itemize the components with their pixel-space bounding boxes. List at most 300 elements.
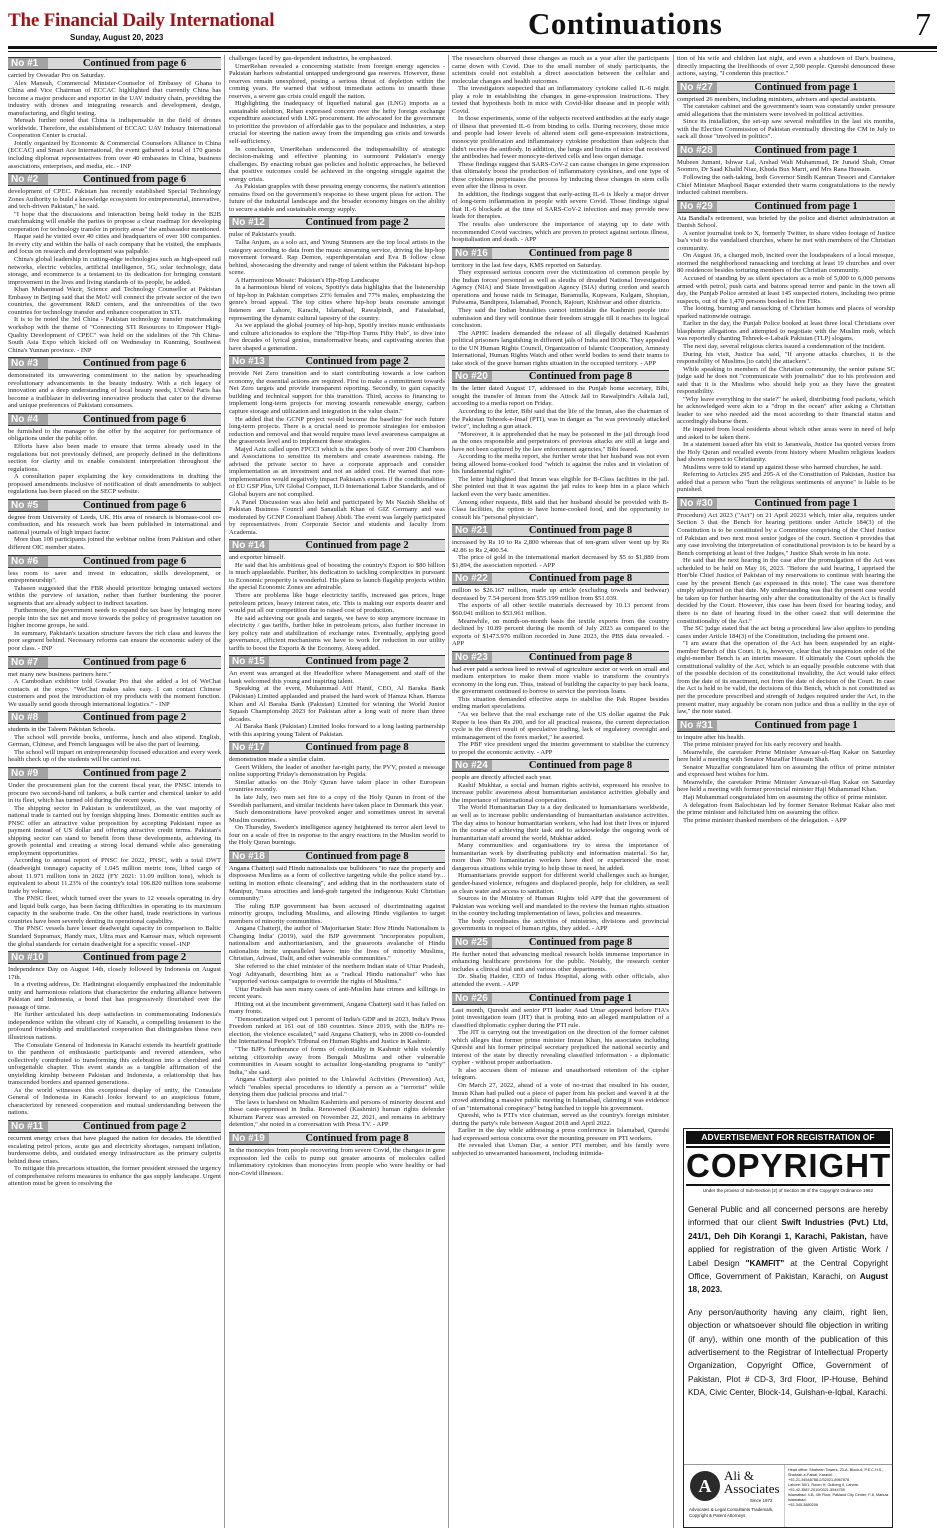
story-paragraph: China's global leadership in cutting-edge technologies such as high-speed rail networks, electric vehicles, artificial intelligence, 5G, solar technology, data storage, and ecommerce is a testament to its dedication for bringing constant improvement in the lives and living standards of its people, he added.	[8, 256, 221, 286]
continued-story	[452, 936, 669, 989]
story-header	[8, 1120, 221, 1133]
story-body	[229, 670, 445, 738]
office-line: +92-340-3880206	[788, 1503, 819, 1507]
story-paragraph: Jointly organized by Economic & Commercial Counselors Alliance in China (ECCAC) and Smart Ace International, the event gathered a total of 170 guests including diplomat representatives from over 40 embassies in China, business associations, enterprises, and media, etc. - INP	[8, 139, 221, 170]
story-paragraph: Earlier in the day while addressing a press conference in Islamabad, Qureshi had expressed serious concerns over the mounting pressure on PTI workers.	[452, 1127, 669, 1142]
continued-from-label: Continued from page 2	[82, 952, 187, 964]
story-paragraph: Alex Mansuh, Commercial Minister-Counselor of Embassy of Ghana to China and Vice Chairman of ECCAC highlighted that currently China has become a major producer and exporter in the UAV industry chain, providing the industry with drones and integrating research and development, design, manufacturing, and flight testing.	[8, 79, 221, 117]
story-paragraph: The laws is harshest on Muslim Kashmiris and persons of minority descent and those caste-oppressed in India. Renowned (Kashmiri) human rights defender Khurram Parvez was arrested on November 22, 2021, and remains in arbitrary detention," she noted in a conversation with Press TV. - APP	[229, 1098, 445, 1129]
continued-from-label: Continued from page 1	[754, 719, 858, 731]
continued-story	[677, 55, 895, 78]
story-number: No #4	[8, 414, 48, 425]
continued-story	[8, 951, 221, 1117]
column-divider	[448, 55, 449, 1528]
continued-from-label: Continued from page 8	[305, 1133, 409, 1144]
story-paragraph: "I hope that the discussions and interaction being held today in the B2B matchmaking will enable the parties to propose a clear roadmap for developing cooperation for technology transfer in priority areas" the ambassador mentioned.	[8, 210, 221, 233]
story-number: No #24	[452, 760, 492, 771]
story-paragraph: The caretaker cabinet and the government's team was constantly under pressure amid allegations that the ministers were involved in political activities.	[677, 103, 895, 118]
story-paragraph: Angana Chatterji said Hindu nationalists use bulldozers "to raze the property and dispossess Muslims as a form of collective targeting while the police stand by... setting in motion ethnic cleansing", and adding that in the northeastern state of Manipur, "mass atrocities and land-grab targeted the indigenous Kuki Christian community."	[229, 864, 445, 903]
story-paragraph: He said that the next hearing in the case after the promulgation of the Act was scheduled to be held on May 16, 2023. "Before the said hearing, I apprised the Hon'ble Chief Justice of Pakistan of my reservations to continue with hearing the case by the present Bench (as expressed in this note). The case was therefore simply adjourned on that date. My understanding was that the present case would be taken up for further hearing only after the constitutionality of the Act is finally decided by the Court. However, this case has been fixed for hearing today, and there is no date of hearing fixed in the other case2 that will determine the constitutionality of the Act."	[677, 557, 895, 625]
continued-from-label: Continued from page 2	[305, 656, 409, 668]
story-paragraph: challenges faced by gas-dependent industries, he emphasized.	[229, 55, 392, 62]
story-body	[452, 385, 669, 521]
continued-story	[677, 81, 895, 141]
story-paragraph: territory in the last few days, KMS reported on Saturday.	[452, 261, 602, 269]
ali-associates-logo	[684, 1465, 784, 1527]
continued-from-label: Continued from page 6	[82, 358, 187, 370]
story-paragraph: Many communities and organisations try to stress the importance of humanitarian work by distributing publicity and information material. So far, more than 700 humanitarian workers have died or experienced the most dangerous situations while trying to help those in need, he added.	[452, 842, 669, 872]
continued-story	[452, 524, 669, 569]
story-number: No #19	[229, 1133, 269, 1144]
story-header	[229, 539, 445, 552]
story-paragraph: In a riveting address, Dr. Hadiningrat eloquently emphasized the indomitable unity and harmonious relations that characterize the enduring alliance between Pakistan and Indonesia, a bond that has progressively flourished over the passage of time.	[8, 981, 221, 1011]
continued-from-label: Continued from page 1	[528, 992, 633, 1004]
story-paragraph: Under the procurement plan for the current fiscal year, the PNSC intends to procure two second-hand oil tankers, a bulk carrier and chemical tanker to add in its fleet, which has turned old during the recent years.	[8, 782, 221, 805]
story-paragraph: He added that the GCNP project would become the baseline for such future long-term projects. There is a crucial need to promote strategies for emission reduction and removal and that would require mass level awareness campaigns at the grassroots level and to implement these strategies.	[229, 415, 445, 446]
story-number: No #9	[8, 768, 48, 779]
story-paragraph: Accused of standing by as silent spectators as a mob of 5,000 to 6,000 persons armed with petrol, push carts and batons spread terror and panic in the town all day, the Punjab Police arrested at least 145 suspected rioters, including two prime suspects, out of the 1,470 persons booked in five FIRs.	[677, 275, 895, 305]
story-number: No #5	[8, 500, 48, 511]
story-body	[229, 55, 445, 213]
continued-from-label: Continued from page 6	[82, 174, 187, 186]
story-body	[8, 372, 221, 410]
continued-from-label: Continued from page 8	[305, 742, 409, 754]
continued-story	[8, 656, 221, 709]
story-paragraph: There are problems like huge electricity tariffs, increased gas prices, huge petroleum prices, heavy interest rates, etc. This is making our exports dearer and would put all our competition due to raised cost of production.	[229, 592, 445, 615]
story-body	[677, 215, 895, 494]
continued-from-label: Continued from page 2	[82, 712, 187, 724]
story-paragraph: He inquired from local residents about which other areas were in need of help and asked to be taken there.	[677, 425, 895, 441]
story-number: No #31	[677, 720, 717, 731]
logo-name-line: Ali &	[724, 1468, 754, 1483]
continued-from-label: Continued from page 8	[528, 525, 633, 537]
story-paragraph: Humanitarians provide support for different world challenges such as hunger, gender-based violence, refugees and displaced people, help for children, as well as clean water and access to sanitation.	[452, 872, 669, 895]
continued-story	[452, 572, 669, 647]
continued-story	[677, 719, 895, 825]
continued-story	[8, 555, 221, 653]
story-paragraph: In the monocytes from people recovering from severe Covid, the changes in gene expression led the cells to pump out greater amounts of molecules called inflammatory cytokines than monocytes from people who were healthy or had non-Covid illnesses.	[229, 1147, 445, 1177]
story-body	[452, 666, 669, 757]
office-line: Lahore: 50/1, Room H, Gulberg II, Lahore.	[788, 1483, 860, 1487]
story-paragraph: less room to save and invest in education, skills development, or entrepreneurship".	[8, 569, 221, 585]
story-paragraph: Similar attacks on the Holy Quran have taken place in other European countries recently.	[229, 778, 445, 794]
story-paragraph: On March 27, 2022, ahead of a vote of no-trust that resulted in his ouster, Imran Khan had pulled out a piece of paper from his pocket and waved it at the crowd attending a massive public meeting in Islamabad, claiming it was evidence of an "international conspiracy" being hatched to topple his government.	[452, 1081, 669, 1112]
continued-from-label: Continued from page 8	[528, 936, 633, 948]
story-paragraph: The results also underscore the importance of staying up to date with recommended Covid vaccines, which are proven to protect against serious illness, hospitalisation and death. - APP	[452, 221, 669, 244]
office-line: +92-21-34548788-2/32021-8967878	[788, 1478, 850, 1482]
story-number: No #25	[452, 937, 492, 948]
story-body	[229, 865, 445, 1129]
story-header	[8, 173, 221, 186]
logo-name	[724, 1469, 780, 1495]
story-body	[8, 188, 221, 354]
story-number: No #7	[8, 657, 48, 668]
story-body	[452, 55, 669, 244]
story-paragraph: Since its installation, the set-up saw several reshuffles in the last six months, with the Election Commission of Pakistan eventually directing the CM in July to sack all those "involved in politics".	[677, 118, 895, 141]
story-paragraph: The ruling BJP government has been accused of discriminating against minority groups, including Muslims, and allowing Hindu vigilantes to target members of minority communities.	[229, 902, 445, 925]
story-paragraph: The PNSC fleet, which turned over the years to 12 vessels operating in dry and liquid bulk cargo, has been facing difficulties in operating to its maximum capacity in the seaborne trade. On the other hand, trade restrictions in various countries have been severely denting its operational capability.	[8, 895, 221, 925]
story-paragraph: The Consulate General of Indonesia in Karachi extends its heartfelt gratitude to the pantheon of enthusiastic participants and revered attendees, who collectively contributed to transforming this celebration into a cherished and unforgettable chapter. This event stands as a tangible affirmation of the unyielding kinship between Pakistan and Indonesia, a relationship that has transcended borders and spanned generations.	[8, 1041, 221, 1087]
story-paragraph: The looting, burning and ransacking of Christian homes and places of worship sparked nationwide outrage.	[677, 305, 895, 320]
column-4	[677, 55, 895, 1122]
story-body	[8, 726, 221, 764]
continued-story	[8, 57, 221, 170]
story-paragraph: A Cambodian exhibitor told Gwadar Pro that she added a lot of WeChat contacts at the expo. "WeChat makes sales easy. I can contact Chinese customers and post the introduction of my products with the moment function. We usually send goods through international logistics." - INP	[8, 678, 221, 708]
story-paragraph: Kashif Mukhtar, a social and human rights activist, expressed his resolve to increase public awareness about humanitarian assistance activities globally and the importance of international cooperation.	[452, 781, 669, 804]
story-paragraph: Angana Chatterji, the author of 'Majoritarian State: How Hindu Nationalism is Changing India' (2019), said the BJP government "incorporates populism, nationalism and authoritarianism, and the grassroots avalanche of Hindu nationalists incite unparalleled havoc into the lives of minority Muslims, Christian, Adivasi, Dalit, and other vulnerable communities."	[229, 925, 445, 963]
story-number: No #13	[229, 356, 269, 367]
story-body	[677, 96, 895, 141]
office-line: Head office: Shaheen Towers, 23-A, Block-6, P.E.C.H.S., Shahrah-e-Faisal, Karachi.	[788, 1468, 884, 1477]
story-paragraph: to inquire after his health.	[677, 733, 745, 741]
story-body	[8, 72, 221, 170]
logo-mark: A	[690, 1471, 720, 1501]
story-body	[8, 966, 221, 1117]
story-paragraph: He said that his ambitious goal of boosting the country's Export to $80 billion is much applaudable. Further, his dedication to tackling complexities in pursuant to Economic prosperity is wonderful. His plans to launch flagship projects within the special Economic Zones are admirable.	[229, 561, 445, 592]
story-number: No #15	[229, 656, 269, 667]
continued-story	[452, 759, 669, 932]
story-paragraph: They expressed serious concern over the victimization of common people by the Indian forces' personnel as well as sleuths of dreaded National Investigation Agency (NIA) and State Investigation Agency (SIA) during cordon and search operations and house raids in Srinagar, Baramulla, Kupwara, Kulgam, Shopian, Pulwama, Bandipora, Islamabad, Poonch, Rajouri, Kishtwar and other districts.	[452, 269, 669, 307]
logo-tagline: Advocates & Legal Consultants Trademark, Copyright & Patent Attorneys	[689, 1507, 774, 1518]
story-number: No #30	[677, 498, 717, 509]
story-paragraph: In the letter dated August 17, addressed to the Punjab home secretary, Bibi, sought the transfer of Imran from the Attock Jail to Rawalpindi's Adiala Jail, according to a media report on Friday.	[452, 385, 669, 408]
story-paragraph: In conclusion, UmerRehan underscored the indispensability of strategic decision-making and effective planning to surmount Pakistan's energy challenges. By enacting robust gas policies and holistic approaches, he believed that positive outcomes could be achieved in the ongoing struggle against the energy crisis.	[229, 145, 445, 183]
story-paragraph: It is to be noted the 3rd China - Pakistan technology transfer matchmaking workshop with the theme of "Connecting STI Resources to Empower High-Quality Development of CPEC" was held on the sidelines of the 7th China-South Asia Expo which kicked off on Wednesday in Kunming, Southwest China's Yunnan province. - INP	[8, 316, 221, 354]
ad-notice	[684, 1203, 892, 1297]
story-paragraph: comprised 26 members, including ministers, advisers and special assistants.	[677, 95, 877, 103]
story-number: No #16	[452, 248, 492, 259]
story-paragraph: Tahseen suggested that the FBR should prioritize bringing untaxed sectors within the purview of taxation, rather than further burdening the poorer segments that are already subject to indirect taxation.	[8, 584, 221, 607]
continued-story	[452, 651, 669, 757]
story-paragraph: "Why leave everything to the state?" he asked, distributing food packets, which he acknowledged were akin to a "drop in the ocean" after asking a Christian leader to see who needed aid the most according to their financial status and accordingly disburse them.	[677, 395, 895, 426]
story-paragraph: In those experiments, some of the subjects received antibodies at the early stage of illness that prevented IL-6 from binding to cells. During recovery, those mice and people had lower levels of altered stem cell gene-expression instructions, monocyte proliferation and inflammatory cytokine production than subjects that didn't receive the antibody. In addition, the lungs and brains of mice that received the antibodies had fewer monocyte-derived cells and less organ damage.	[452, 115, 669, 161]
story-paragraph: The school will provide books, uniforms, lunch and also stipend. English, German, Chinese, and French languages will be also the part of learning.	[8, 733, 221, 749]
story-number: No #3	[8, 358, 48, 369]
story-body	[229, 1147, 445, 1177]
page-number: 7	[915, 6, 931, 42]
story-body	[677, 159, 895, 197]
continued-story	[229, 355, 445, 536]
story-paragraph: "As we believe that the real exchange rate of the US dollar against the Pak Rupee is less than Rs 200, and for all practical reasons, the current depreciation cycle is the direct result of speculative trading, lack of regulatory oversight and mismanagement of the forex market," he asserted.	[452, 711, 669, 741]
office-addresses	[784, 1465, 892, 1527]
story-paragraph: The PBF vice president urged the interim government to stabilise the currency to propel the economic activity. - APP	[452, 741, 669, 756]
story-number: No #21	[452, 525, 492, 536]
story-paragraph: Ata Bandial's retirement, was briefed by the police and district administration at Danish School.	[677, 214, 895, 230]
story-paragraph: During his visit, Justice Isa said, "If anyone attacks churches, it is the responsibility of Muslims [to catch] the attackers".	[677, 350, 895, 366]
story-paragraph: He further articulated his deep satisfaction in commemorating Indonesia's independence within the vibrant city of Karachi, a compelling testament to the profound friendship and multifaceted cooperation that distinguishes these two illustrious nations.	[8, 1011, 221, 1041]
ad-band: ADVERTISEMENT FOR REGISTRATION OF	[686, 1131, 890, 1144]
story-paragraph: The body coordinates the activities of ministries, divisions and provincial governments in respect of human rights, they added. - APP	[452, 917, 669, 933]
ad-label: "KAMFIT"	[745, 1258, 785, 1268]
story-paragraph: The school will impart on entrepreneurship focused education and every week health check up of the students will be carried out.	[8, 748, 221, 764]
story-paragraph: The PNSC vessels have lesser deadweight capacity in comparison to Baltic Standard Supramax, Handy max, Ultra max and Kamsar max, which represent the global standards for certain deadweight for a specific vessel.-INP	[8, 925, 221, 948]
story-paragraph: The letter highlighted that Imran was eligible for B-Class facilities in the jail. She pointed out that it was against the jail rules to keep him in a place which lacked even the very basic amenities.	[452, 475, 669, 498]
story-paragraph: Among other requests, Bibi said that her husband should be provided with B-Class facilities, the option to have home-cooked food, and the opportunity to consult his "personal physician".	[452, 498, 669, 521]
story-paragraph: "The BJP's furtherance of forms of coloniality in Kashmir while violently seizing citizenship away from Bengali Muslims and other vulnerable communities in Assam sought to actualize long-standing programs to "unify" India," she said.	[229, 1045, 445, 1076]
story-paragraph: They said the Indian brutalities cannot intimidate the Kashmiri people into submission and they will continue their freedom struggle till it reaches its logical conclusion.	[452, 306, 669, 330]
office-line: +92-42-3587-2010/0321-5544759	[788, 1488, 845, 1492]
continued-from-label: Continued from page 8	[528, 760, 633, 772]
continued-story	[8, 357, 221, 410]
story-header	[229, 741, 445, 754]
story-paragraph: Independence Day on August 14th, closely followed by Indonesia on August 17th.	[8, 966, 221, 981]
story-header	[8, 767, 221, 780]
story-paragraph: According to annual report of PNSC for 2022, PNSC, with a total DWT (deadweight tonnage) capacity of 1.045 million metric tons, lifted cargo of about 11.971 million tons in 2022 (FY 2021: 11.09 million tons), which is equivalent to about 11.23% of the country's total 106.820 million tons seaborne trade by volume.	[8, 857, 221, 895]
story-paragraph: The price of gold in the international market decreased by $5 to $1,889 from $1,894, the association reported. - APP	[452, 554, 669, 569]
story-paragraph: "Demonetization wiped out 1 percent of India's GDP and in 2023, India's Press Freedom ranked at 161 out of 180 countries. Since 2019, with the BJP's re-election, the violence escalated," said Angana Chatterji, who in 2008 co-founded the International People's Tribunal on Human Rights and Justice in Kashmir.	[229, 1015, 445, 1046]
story-paragraph: A delegation from Balochistan led by former Senator Rehmat Kakar also met the prime minister and felicitated him on assuming the office.	[677, 801, 895, 817]
story-paragraph: Meanwhile, on month-on-month basis the textile exports from the country declined by 10.89 percent during the month of July 2023 as compared to the exports of $1473.976 million recorded in June 2023, the PBS data revealed. - APP	[452, 617, 669, 648]
story-number: No #1	[8, 58, 48, 69]
column-1	[8, 55, 221, 1528]
continued-story	[452, 370, 669, 521]
story-body	[8, 782, 221, 948]
story-header	[8, 499, 221, 512]
story-header	[8, 357, 221, 370]
story-body	[452, 774, 669, 932]
story-paragraph: These findings suggest that SARS-CoV-2 can cause changes in gene expression that ultimately boost the production of inflammatory cytokines, and one type of those cytokines perpetuates the process by inducing these changes in stem cells even after the illness is over.	[452, 160, 669, 191]
story-header	[229, 850, 445, 863]
continued-story	[8, 499, 221, 552]
ad-text: General Public and all concerned persons are hereby informed that our client	[688, 1205, 888, 1228]
story-paragraph: The SC judge stated that the act being a procedural law also applies to pending cases under Article 184(3) of the Constitution, including the present one.	[677, 625, 895, 640]
continued-from-label: Continued from page 6	[82, 499, 187, 511]
continued-from-label: Continued from page 1	[754, 200, 858, 212]
story-body	[452, 951, 669, 989]
story-paragraph: A Panel Discussion was also held and participated by Ms Nazish Shekha of Pakistan Business Council and Sanaullah Khan of GIZ Germany and was moderated by GCNP Consultant Dabeej Abidi. The event was largely participated by representatives from Corporate Sector and students and faculty from Academia.	[229, 498, 445, 536]
story-header	[8, 555, 221, 568]
story-paragraph: Uttar Pradesh has seen many cases of anti-Muslim hate crimes and killings in recent years.	[229, 985, 445, 1001]
story-paragraph: While speaking to members of the Christian community, the senior puisne SC judge said he does not "communicate with journalists" due to his profession and said that it is the Muslims who should help you as they have the greatest responsibility.	[677, 365, 895, 396]
story-paragraph: The prime minister prayed for his early recovery and health.	[683, 741, 842, 749]
continued-story	[452, 992, 669, 1158]
continued-from-label: Continued from page 1	[754, 497, 858, 509]
continued-story	[8, 413, 221, 496]
continued-story	[229, 539, 445, 652]
continued-from-label: Continued from page 8	[305, 850, 409, 862]
masthead-rule-thin	[8, 51, 937, 52]
story-paragraph: This situation demanded effective steps to stabilise the Pak Rupee besides ending market speculations.	[452, 695, 669, 711]
story-paragraph: Referring to Articles 295 and 295-A of the Constitution of Pakistan, Justice Isa added that a person who "hurt the religious sentiments of anyone" is liable to be punished.	[677, 471, 895, 494]
story-header	[229, 355, 445, 368]
story-body	[677, 55, 895, 78]
story-paragraph: On August 16, a charged mob, incited over the loudspeakers of a local mosque, stormed the neighborhood ransacking and torching at least 19 churches and over 80 residences besides torturing members of the Christian community.	[677, 252, 895, 275]
story-header	[452, 524, 669, 537]
story-body	[8, 514, 221, 552]
story-paragraph: The World Humanitarian Day is a day dedicated to humanitarians worldwide, as well as to increase public understanding of humanitarian assistance activities. The day aims to honour humanitarian workers, who had lost their lives or injured in the course of achieving their task and to acknowledge the ongoing work of humanitarian staff around the world, Mukhtar added.	[452, 804, 669, 842]
story-paragraph: In summary, Pakistan's taxation structure favors the rich class and leaves the poor segment behind. Necessary reforms can ensure the economic safety of the poor class. - INP	[8, 629, 221, 652]
story-paragraph: Talha Anjum, as a solo act, and Young Stunners are the top local artists in the category according to data from the music streaming service, driving the hip-hop movement forward. Rap Demon, superduperstalan and Eva B follow close behind, showcasing the diversity and range of talent within the Pakistani hip-hop scene.	[229, 239, 445, 277]
continued-from-label: Continued from page 6	[82, 555, 187, 567]
story-number: No #6	[8, 556, 48, 567]
story-paragraph: Following the oath-taking, both Governor Sindh Kamran Tessori and Caretaker Chief Minister Maqbool Baqar extended their warm congratulations to the newly inducted cabinet members.	[677, 174, 895, 197]
story-paragraph: Earlier in the day, the Punjab Police booked at least three local Christians over blasphemy allegations and attempted to negotiate with the Muslim mob, which was reportedly chanting Tehreek-e-Labaik Pakistan (TLP) slogans.	[677, 320, 895, 343]
story-paragraph: Haque said he visited over 40 cities and headquarters of over 100 companies. In every city and within the halls of each company that he visited, the emphasis and focus on research and development was palpable.	[8, 233, 221, 256]
story-number: No #11	[8, 1121, 48, 1132]
story-paragraph: A consultation paper explaining the key considerations in drafting the proposed amendments inclusive of notification of draft amendments to subject regulations has been placed on the SECP website.	[8, 473, 221, 496]
story-paragraph: Khan Muhammad Wazir, Science and Technology Counsellor at Pakistan Embassy in Beijing said that the MoU will connect the private sector of the two countries, the government R&D centers, and the universities of the two countries for technology transfer and enhance cooperation in STI.	[8, 286, 221, 316]
story-paragraph: "I am aware that the operation of the Act has been suspended by an eight-member Bench of this Court. It is, however, clear that the suspension order of the eight-member Bench is an interim measure. If ultimately the Court upholds the constitutional validity of the Act, which is an equally possible outcome with that of the possible decision of its constitutional invalidity, the Act would take effect from the date of its enactment, not from the date of decision of the Court. In case the Act is held to be valid, the decisions of this Bench, which is not constituted as per the procedure prescribed and strength of Judges required under the Act, in the present matter, may arguably be coram non judice and thus a nullity in the eye of law," the note stated.	[677, 640, 895, 716]
story-paragraph: According to the letter, Bibi said that the life of the Imran, also the chairman of the Pakistan Tehreek-e-Insaf (PTI), was in danger as "he was previously attacked twice", including a gun attack.	[452, 407, 669, 431]
ad-heading: COPYRIGHT	[686, 1147, 892, 1184]
story-paragraph: In a statement issued after his visit to Jaranwala, Justice Isa quoted verses from the Holy Quran and recalled events from history where Muslim religious leaders had shown respect to Christianity.	[677, 441, 895, 464]
story-paragraph: Mubeen Jumani, Ishwar Lal, Arshad Wali Muhammad, Dr Junaid Shah, Omar Soomro, Dr Saad Khalid Niaz, Khuda Bux Marri, and Mrs Rana Hussain.	[677, 158, 895, 174]
story-header	[452, 936, 669, 949]
story-paragraph: To mitigate this precarious situation, the former president stressed the urgency of comprehensive reform measures to enhance the gas supply landscape. Urgent attention must be given to resolving the	[8, 1165, 221, 1188]
continued-from-label: Continued from page 8	[528, 651, 633, 663]
story-body	[452, 262, 669, 368]
continued-story	[8, 1120, 221, 1188]
continued-from-label: Continued from page 1	[754, 81, 858, 93]
continued-from-label: Continued from page 2	[82, 1120, 187, 1132]
story-paragraph: Hitting out at the incumbent government, Angana Chatterji said it has failed on many fronts.	[229, 1000, 445, 1016]
story-body	[229, 756, 445, 847]
story-header	[8, 656, 221, 669]
story-paragraph: It also accuses them of misuse and unauthorised retention of the cipher telegram.	[452, 1066, 669, 1082]
continued-story	[452, 55, 669, 244]
story-paragraph: He revealed that Usman Dar, a senior PTI member, and his family were subjected to unwarranted harassment, including intimida-	[452, 1142, 669, 1157]
story-number: No #29	[677, 201, 717, 212]
continued-story	[677, 144, 895, 197]
story-number: No #2	[8, 174, 48, 185]
continued-from-label: Continued from page 8	[528, 371, 633, 383]
logo-since: Since 1972	[750, 1498, 773, 1503]
story-header	[229, 216, 445, 229]
story-paragraph: A Harmonious Mosaic: Pakistan's Hip-Hop Landscape	[235, 276, 380, 284]
continued-story	[677, 497, 895, 716]
story-number: No #23	[452, 652, 492, 663]
ad-objection: Any person/authority having any claim, right lien, objection or whatsoever should file objection in writing (if any), within one month of the publication of this advertisement to the Registrar of Intellectual Property Organization, Copyright Office, Government of Pakistan, Plot # CD-3, 3rd Floor, IP-House, Behind KDA, Civic Center, Block-14, Gulshan-e-Iqbal, Karachi.	[688, 1307, 888, 1398]
column-3	[452, 55, 669, 1528]
story-paragraph: UmerRehan revealed a concerning statistic from foreign energy agencies - Pakistan harbors substantial untapped underground gas reserves. However, these reserves remain unexplored, posing a serious threat of depletion within the coming years. He warned that without immediate actions to unearth these reserves, a severe gas crisis could engulf the nation.	[229, 62, 445, 100]
story-number: No #14	[229, 540, 269, 551]
story-header	[452, 247, 669, 260]
story-paragraph: In a harmonious blend of voices, Spotify's data highlights that the listenership of hip-hop in Pakistan comprises 23% females and 77% males, emphasizing the genre's broad appeal. The top cities where hip-hop beats resonate amongst listeners are Lahore, Karachi, Islamabad, Rawalpindi, and Faisalabad, representing the dynamic cultural tapestry of the country.	[229, 284, 445, 322]
continued-story	[229, 1132, 445, 1177]
story-paragraph: The prime minister thanked members of the delegation. - APP	[683, 816, 847, 824]
story-body	[452, 539, 669, 569]
story-paragraph: development of CPEC. Pakistan has recently established Special Technology Zones Authority to build a knowledge ecosystem for entrepreneurial, innovative, and tech-driven Pakistan," he said.	[8, 188, 221, 211]
story-paragraph: She referred to the chief minister of the northern Indian state of Uttar Pradesh, Yogi Adityanath, describing him as a "radical Hindu nationalist" who has "supported various campaigns to override the rights of Muslims."	[229, 962, 445, 986]
story-body	[229, 231, 445, 352]
ad-text: at the Central Copyright Office, Government of Pakistan, Karachi, on	[688, 1258, 888, 1282]
story-paragraph: had ever paid a serious heed to revival of agriculture sector or work on small and medium enterprises to make them more viable to transform the country's economy in the long run. Thus, instead of building the capacity to pay back loans, the government continued to borrow to service the previous loans.	[452, 665, 669, 696]
story-paragraph: degree from University of Leeds, UK. His area of research is biomass-cool co-combustion, and his research work has been published in international and national journals of high impact factor.	[8, 513, 221, 536]
story-paragraph: Procedure) Act 2023 ("Act") on 21 April 20231 which, inter alia, requires under Section 3 that the Bench for hearing petitions under Article 184(3) of the Constitution is to be constituted by a Committee comprising of the Chief Justice of Pakistan and two next most senior judges of the court. Section 4 provides that any case involving the interpretation of constitutional provision is to be heard by a Bench comprising at least of five Judges," Justice Shah wrote in his note.	[677, 511, 895, 557]
paper-name: The Financial Daily International	[8, 10, 275, 31]
story-paragraph: Sources in the Ministry of Human Rights told APP that the government of Pakistan was working well and mandated to the review the human rights situation in the country including implementation of laws, policies and measures.	[452, 895, 669, 918]
masthead	[8, 6, 937, 46]
story-paragraph: provide Net Zero transition and to start contributing towards a low carbon economy, the essential actions are required. First to make a commitment towards Net Zero targets and provide transparent reporting. Secondly, to gain capacity building and technical support for this transition. Third, access to financing to implement long-term projects for moving towards renewable energy, carbon capture storage and utilization and integration in the value chain."	[229, 370, 445, 415]
continued-story	[229, 741, 445, 847]
story-paragraph: students in the Taleem Pakistan Schools.	[8, 726, 116, 734]
issue-date: Sunday, August 20, 2023	[70, 33, 164, 42]
continued-from-label: Continued from page 2	[82, 768, 187, 780]
story-header	[8, 57, 221, 70]
story-paragraph: The APHC leaders demanded the release of all illegally detained Kashmiri political prisoners languishing in different jails of India and IIOJK. They appealed to the UN Human Rights Council, Organization of Islamic Cooperation, Amnesty International, Human Rights Watch and other world bodies to send their teams to take stock of the grave human rights situation in the occupied territory. - APP	[452, 329, 669, 367]
story-paragraph: The exports of all other textile materials decreased by 10.13 percent from $60.041 million to $53.961 million.	[452, 602, 669, 617]
continued-from-label: Continued from page 6	[82, 58, 187, 69]
logo-name-line: Associates	[724, 1481, 780, 1496]
story-body	[677, 512, 895, 716]
story-body	[8, 570, 221, 653]
story-paragraph: More than 100 participants joined the webinar online from Pakistan and other different OIC member states.	[8, 536, 221, 551]
story-paragraph: Muslims were told to stand up against those who harmed churches, he said.	[683, 463, 882, 471]
story-body	[452, 1007, 669, 1158]
story-number: No #17	[229, 742, 269, 753]
section-title: Continuations	[528, 6, 723, 41]
story-paragraph: Mensah further noted that China is indispensable in the field of drones worldwide. Therefore, the establishment of ECCAC UAV Industry International Cooperation Center is crucial.	[8, 117, 221, 140]
story-header	[677, 144, 895, 157]
story-paragraph: demonstration made a similar claim.	[229, 756, 326, 764]
continued-from-label: Continued from page 1	[754, 144, 858, 156]
story-paragraph: tion of his wife and children last night, and even a shutdown of Dar's business, directly impacting the livelihoods of over 2,500 people. Qureshi denounced these actions, saying, "I condemn this practice."	[677, 55, 895, 78]
story-header	[677, 719, 895, 732]
ad-date: August 18, 2023.	[688, 1272, 888, 1295]
story-paragraph: Speaking at the event, Muhammad Atif Hanif, CEO, Al Baraka Bank (Pakistan) Limited applauded and praised the hard work of Hamza Khan. Hamza Khan and Al Baraka Bank (Pakistan) Limited for winning the World Junior Squash Championship 2023 for Pakistan after a long wait of more than three decades.	[229, 685, 445, 723]
story-paragraph: Such demonstrations have provoked anger and sometimes unrest in several Muslim countries.	[229, 809, 445, 824]
story-paragraph: Dr. Shafiq Haider, CEO of Indus Hospital, along with other officials, also attended the event. - APP	[452, 973, 669, 988]
story-number: No #8	[8, 712, 48, 723]
story-paragraph: pulse of Pakistan's youth.	[229, 231, 297, 239]
story-paragraph: He said achieving our goals and targets, we have to stop anymore increase in electricity / gas tariffs, further hike in petroleum prices, also further increase in key policy rate and stabilization of exchange rates. Eventually, applying good governance, efficient mechanisms we have to work for reduction in our utility tariffs to boost the Exports & the Economy, Ateeq added.	[229, 614, 445, 652]
story-paragraph: In addition, the findings suggest that early-acting IL-6 is likely a major driver of long-term inflammation in people with severe Covid. Those findings signal that IL-6 blockade at the time of SARS-CoV-2 infection and may provide new leads for therapies.	[452, 190, 669, 221]
story-body	[677, 734, 895, 825]
story-header	[452, 759, 669, 772]
story-body	[8, 671, 221, 709]
story-paragraph: Majyd Aziz called upon FPCCI which is the apex body of over 200 Chambers and Associations to sensitize its members and create awareness raising. He advised the private sector to have a corporate approach and consider implementation as an investment and not an added cost. He warned that non-implementation would negatively impact Pakistan's exports if the conditionalities of EU GSP Plus, UN Global Compact, ILO International Labor Standards, and of Global buyers are not complied.	[229, 445, 445, 498]
column-2	[229, 55, 445, 1528]
story-paragraph: Haji Muhammad congratulated him on assuming the office of prime minister.	[683, 794, 888, 802]
story-paragraph: Last month, Qureshi and senior PTI leader Asad Umar appeared before FIA's joint investigation team (JIT) that is probing into an alleged manipulation of a classified diplomatic cypher during the PTI rule.	[452, 1006, 669, 1029]
continued-story	[229, 655, 445, 738]
continued-story	[8, 711, 221, 764]
story-header	[452, 992, 669, 1005]
continued-story	[229, 216, 445, 352]
ad-client: Swift Industries (Pvt.) Ltd, 241/1, Deh Dih Korangi 1, Karachi, Pakistan,	[688, 1218, 888, 1241]
story-paragraph: increased by Rs 10 to Rs 2,800 whereas that of ten-gram silver went up by Rs 42.86 to Rs 2,400.54.	[452, 539, 669, 554]
story-paragraph: met many new business partners here."	[8, 670, 112, 678]
story-paragraph: An event was arranged at the Headoffice where Management and staff of the bank welcomed this young and inspiring talent.	[229, 670, 445, 685]
column-divider	[224, 55, 225, 1528]
story-body	[8, 1135, 221, 1188]
copyright-advertisement	[683, 1128, 893, 1528]
story-header	[8, 711, 221, 724]
story-body	[452, 587, 669, 647]
story-number: No #18	[229, 851, 269, 862]
story-paragraph: million to $26.167 million, made up article (excluding towels and bedwear) decreased by 7.54 percent from $55.199 million from $51.039.	[452, 587, 669, 602]
story-header	[229, 1132, 445, 1145]
column-divider	[673, 55, 674, 1528]
ad-subheading: Under the proviso of Sub-Section (2) of Section 39 of the Copyright Ordinance 1962	[702, 1188, 874, 1193]
story-paragraph: The investigators suspected that an inflammatory cytokine called IL-6 might play a role in establishing the changes in gene-expression instructions. They tested that hypothesis both in mice with Covid-like disease and in people with Covid.	[452, 85, 669, 115]
story-header	[8, 951, 221, 964]
story-header	[229, 655, 445, 668]
story-paragraph: Geert Wilders, the leader of another far-right party, the PVV, posted a message online supporting Friday's demonstration by Pegida.	[229, 763, 445, 779]
story-paragraph: In late July, two men set fire to a copy of the Holy Quran in front of the Swedish parliament, and similar incidents have taken place in Denmark this year.	[229, 794, 445, 809]
continued-from-label: Continued from page 6	[82, 413, 187, 425]
story-paragraph: demonstrated its unwavering commitment to the nation by spearheading revolutionary advancements in the beauty industry. With a rich legacy of innovation and a deep understanding of local beauty needs, L'Oréal Paris has become a trailblazer in delivering innovative products that cater to the diverse and unique preferences of Pakistani consumers.	[8, 372, 221, 410]
story-paragraph: A senior journalist took to X, formerly Twitter, to share video footage of Justice Isa's visit to the vandalised churches, where he met with members of the Christian community.	[677, 229, 895, 252]
story-header	[452, 651, 669, 664]
story-paragraph: The researchers observed these changes as much as a year after the participants came down with Covid. Due to the small number of study participants, the scientists could not establish a direct association between the cellular and molecular changes and health outcomes.	[452, 55, 669, 85]
story-paragraph: The shipping sector in Pakistan is underutilized, as the vast majority of national trade is carried out by foreign shipping lines. Domestic entities such as PNSC offer an attractive value proposition by accepting Pakistani rupee as payment instead of US dollar and offering attractive credit terms. Pakistan's shipping sector can stand to benefit from these developments, achieving its growth potential and creating a strong local demand while also generating employment opportunities.	[8, 804, 221, 857]
continued-story	[229, 55, 445, 213]
story-paragraph: "Moreover, it is apprehended that he may be poisoned in the jail through food as the ones responsible and perpetrators of previous attacks are still at large and have not been captured by the law enforcement agencies," Bibi feared.	[452, 430, 669, 453]
ad-footer	[684, 1464, 892, 1527]
story-number: No #26	[452, 993, 492, 1004]
story-paragraph: Qureshi, who is PTI's vice chairman, served as the country's foreign minister during the party's rule between August 2018 and April 2022.	[452, 1112, 669, 1127]
